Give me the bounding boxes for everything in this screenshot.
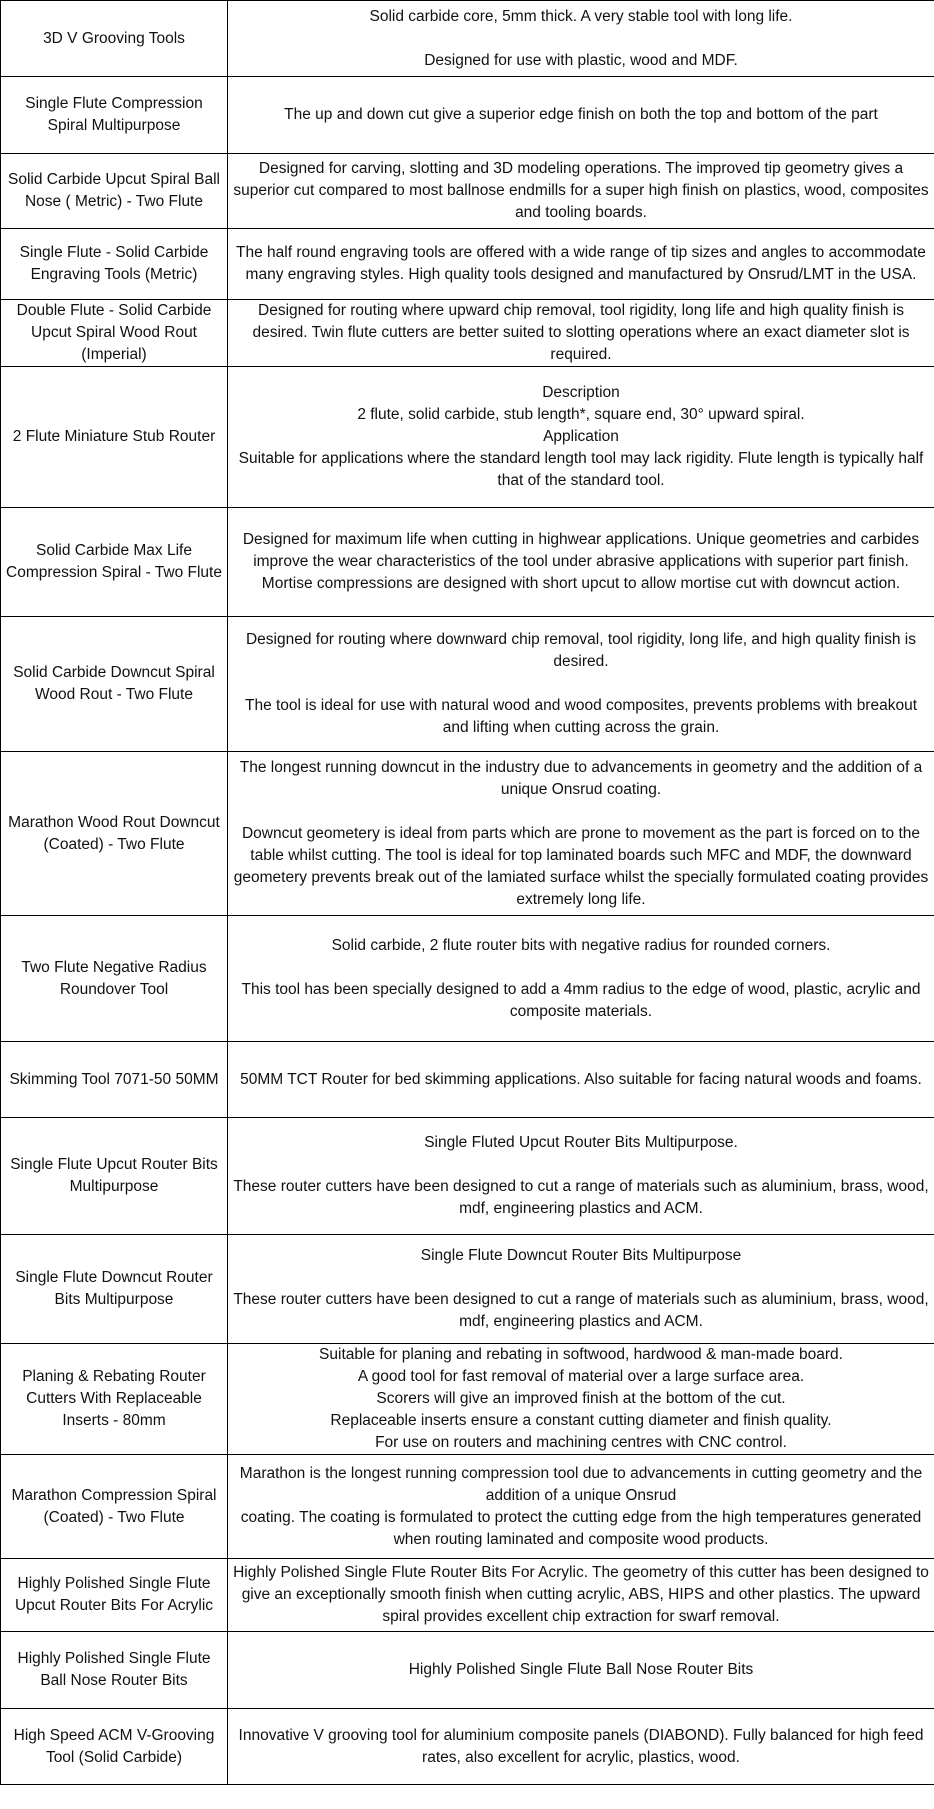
tool-description-paragraph: Replaceable inserts ensure a constant cutting diameter and finish quality. (330, 1412, 832, 1429)
tool-description-cell (228, 1344, 934, 1455)
tool-name-cell: Solid Carbide Max Life Compression Spiral - Two Flute (1, 508, 228, 617)
tool-name-cell: High Speed ACM V-Grooving Tool (Solid Carbide) (1, 1709, 228, 1785)
tool-row (1, 916, 934, 1042)
tool-description-paragraph: Suitable for applications where the standard length tool may lack rigidity. Flute length is typically half that of the standard tool. (238, 450, 924, 489)
tool-description-cell (228, 1042, 934, 1118)
tool-description-paragraph: Application (543, 428, 619, 445)
tool-row (1, 1455, 934, 1559)
tool-name-cell: 2 Flute Miniature Stub Router (1, 367, 228, 508)
tool-description-paragraph: Innovative V grooving tool for aluminium composite panels (DIABOND). Fully balanced for high feed rates, also excellent for acrylic, plastics, wood. (238, 1726, 924, 1766)
tool-row (1, 752, 934, 916)
paragraph-gap (231, 673, 931, 695)
tool-description-paragraph: 50MM TCT Router for bed skimming applications. Also suitable for facing natural woods and foams. (240, 1070, 922, 1088)
tool-name-cell: Marathon Wood Rout Downcut (Coated) - Two Flute (1, 752, 228, 916)
tool-row (1, 1559, 934, 1632)
tool-name-cell: Single Flute - Solid Carbide Engraving Tools (Metric) (1, 229, 228, 300)
tool-name-cell: Skimming Tool 7071-50 50MM (1, 1042, 228, 1118)
tool-name-cell: Highly Polished Single Flute Upcut Router Bits For Acrylic (1, 1559, 228, 1632)
tool-description-paragraph: A good tool for fast removal of material over a large surface area. (357, 1368, 805, 1385)
tool-description-paragraph: Highly Polished Single Flute Router Bits For Acrylic. The geometry of this cutter has been designed to give an exceptionally smooth finish when cutting acrylic, ABS, HIPS and other plastics. The upward spiral provides excellent chip extraction for swarf removal. (233, 1564, 929, 1625)
tools-table-body (1, 1, 934, 1785)
tool-description-cell (228, 617, 934, 752)
tool-description-paragraph: Single Flute Downcut Router Bits Multipurpose (420, 1247, 742, 1264)
tool-description-cell (228, 1455, 934, 1559)
tool-name-cell: Double Flute - Solid Carbide Upcut Spiral Wood Rout (Imperial) (1, 300, 228, 367)
tool-description-paragraph: Designed for routing where downward chip removal, tool rigidity, long life, and high quality finish is desired. (245, 631, 916, 670)
tool-description-cell (228, 1709, 934, 1785)
tool-row (1, 1344, 934, 1455)
tool-row (1, 1118, 934, 1235)
tool-row (1, 617, 934, 752)
tool-row (1, 1632, 934, 1709)
tool-description-cell (228, 916, 934, 1042)
tool-name-cell: Marathon Compression Spiral (Coated) - Two Flute (1, 1455, 228, 1559)
tool-description-cell (228, 752, 934, 916)
tool-name-cell: Single Flute Downcut Router Bits Multipurpose (1, 1235, 228, 1344)
tool-description-cell (228, 154, 934, 229)
tool-description-cell (228, 300, 934, 367)
tool-description-cell (228, 1118, 934, 1235)
tool-description-paragraph: Description (542, 384, 620, 401)
tool-description-paragraph: Downcut geometery is ideal from parts which are prone to movement as the part is forced on to the table whilst cutting. The tool is ideal for top laminated boards such MFC and MDF, the downward geometery prevents break out of the lamiated surface whilst the specially formulated coating provides extremely long life. (233, 824, 929, 908)
tool-description-paragraph: Suitable for planing and rebating in softwood, hardwood & man-made board. (319, 1346, 843, 1363)
tool-description-paragraph: Solid carbide, 2 flute router bits with negative radius for rounded corners. (331, 936, 831, 954)
tool-description-paragraph: The half round engraving tools are offered with a wide range of tip sizes and angles to accommodate many engraving styles. High quality tools designed and manufactured by Onsrud/LMT in the USA. (236, 244, 926, 283)
tool-description-paragraph: Scorers will give an improved finish at the bottom of the cut. (376, 1390, 786, 1407)
tool-name-cell: Two Flute Negative Radius Roundover Tool (1, 916, 228, 1042)
paragraph-gap (231, 1154, 931, 1176)
tool-description-paragraph: Designed for use with plastic, wood and MDF. (424, 51, 738, 69)
tool-row (1, 1235, 934, 1344)
tool-name-cell: Solid Carbide Downcut Spiral Wood Rout - Two Flute (1, 617, 228, 752)
tool-description-paragraph: Designed for routing where upward chip removal, tool rigidity, long life and high quality finish is desired. Twin flute cutters are better suited to slotting operations where an exact diameter slot is required. (252, 302, 910, 363)
tool-description-paragraph: The tool is ideal for use with natural wood and wood composites, prevents problems with breakout and lifting when cutting across the grain. (244, 697, 918, 736)
tool-name-cell: Single Flute Compression Spiral Multipurpose (1, 77, 228, 154)
tool-row (1, 1, 934, 77)
paragraph-gap (231, 1267, 931, 1289)
tool-description-cell (228, 229, 934, 300)
tool-description-paragraph: This tool has been specially designed to add a 4mm radius to the edge of wood, plastic, acrylic and composite materials. (241, 980, 921, 1020)
paragraph-gap (231, 957, 931, 979)
tool-description-paragraph: Highly Polished Single Flute Ball Nose Router Bits (408, 1661, 754, 1678)
tool-description-paragraph: Designed for maximum life when cutting in highwear applications. Unique geometries and carbides improve the wear characteristics of the tool under abrasive applications with superior part finish. Mortise compressions are designed with short upcut to allow mortise cut with downcut action. (242, 531, 920, 592)
tool-description-paragraph: coating. The coating is formulated to protect the cutting edge from the high temperatures generated when routing laminated and composite wood products. (240, 1508, 922, 1548)
tool-description-paragraph: These router cutters have been designed to cut a range of materials such as aluminium, brass, wood, mdf, engineering plastics and ACM. (233, 1291, 929, 1330)
tool-name-cell: Planing & Rebating Router Cutters With Replaceable Inserts - 80mm (1, 1344, 228, 1455)
tool-description-paragraph: The longest running downcut in the industry due to advancements in geometry and the addition of a unique Onsrud coating. (239, 758, 923, 798)
tool-description-cell (228, 1, 934, 77)
tool-description-paragraph: 2 flute, solid carbide, stub length*, square end, 30° upward spiral. (357, 406, 805, 423)
tool-description-paragraph: Designed for carving, slotting and 3D modeling operations. The improved tip geometry gives a superior cut compared to most ballnose endmills for a super high finish on plastics, wood, composites and tooling boards. (233, 160, 929, 221)
tool-name-cell: Highly Polished Single Flute Ball Nose Router Bits (1, 1632, 228, 1709)
tool-row (1, 300, 934, 367)
tool-row (1, 1042, 934, 1118)
tool-description-cell (228, 1632, 934, 1709)
tool-description-paragraph: Marathon is the longest running compression tool due to advancements in cutting geometry and the addition of a unique Onsrud (239, 1464, 923, 1504)
paragraph-gap (231, 28, 931, 50)
tool-description-cell (228, 1559, 934, 1632)
tool-description-paragraph: The up and down cut give a superior edge finish on both the top and bottom of the part (284, 106, 878, 123)
tool-description-cell (228, 1235, 934, 1344)
tool-name-cell: Solid Carbide Upcut Spiral Ball Nose ( Metric) - Two Flute (1, 154, 228, 229)
tool-description-paragraph: Solid carbide core, 5mm thick. A very stable tool with long life. (369, 7, 793, 25)
paragraph-gap (231, 801, 931, 823)
tool-description-cell (228, 508, 934, 617)
tool-description-paragraph: These router cutters have been designed to cut a range of materials such as aluminium, brass, wood, mdf, engineering plastics and ACM. (233, 1178, 929, 1217)
tool-row (1, 229, 934, 300)
tool-name-cell: 3D V Grooving Tools (1, 1, 228, 77)
tool-row (1, 1709, 934, 1785)
tool-row (1, 154, 934, 229)
tool-row (1, 77, 934, 154)
tool-description-paragraph: Single Fluted Upcut Router Bits Multipurpose. (424, 1134, 738, 1151)
tool-row (1, 367, 934, 508)
tool-description-cell (228, 367, 934, 508)
tool-description-paragraph: For use on routers and machining centres with CNC control. (375, 1434, 787, 1451)
tool-description-cell (228, 77, 934, 154)
tool-name-cell: Single Flute Upcut Router Bits Multipurpose (1, 1118, 228, 1235)
tool-row (1, 508, 934, 617)
